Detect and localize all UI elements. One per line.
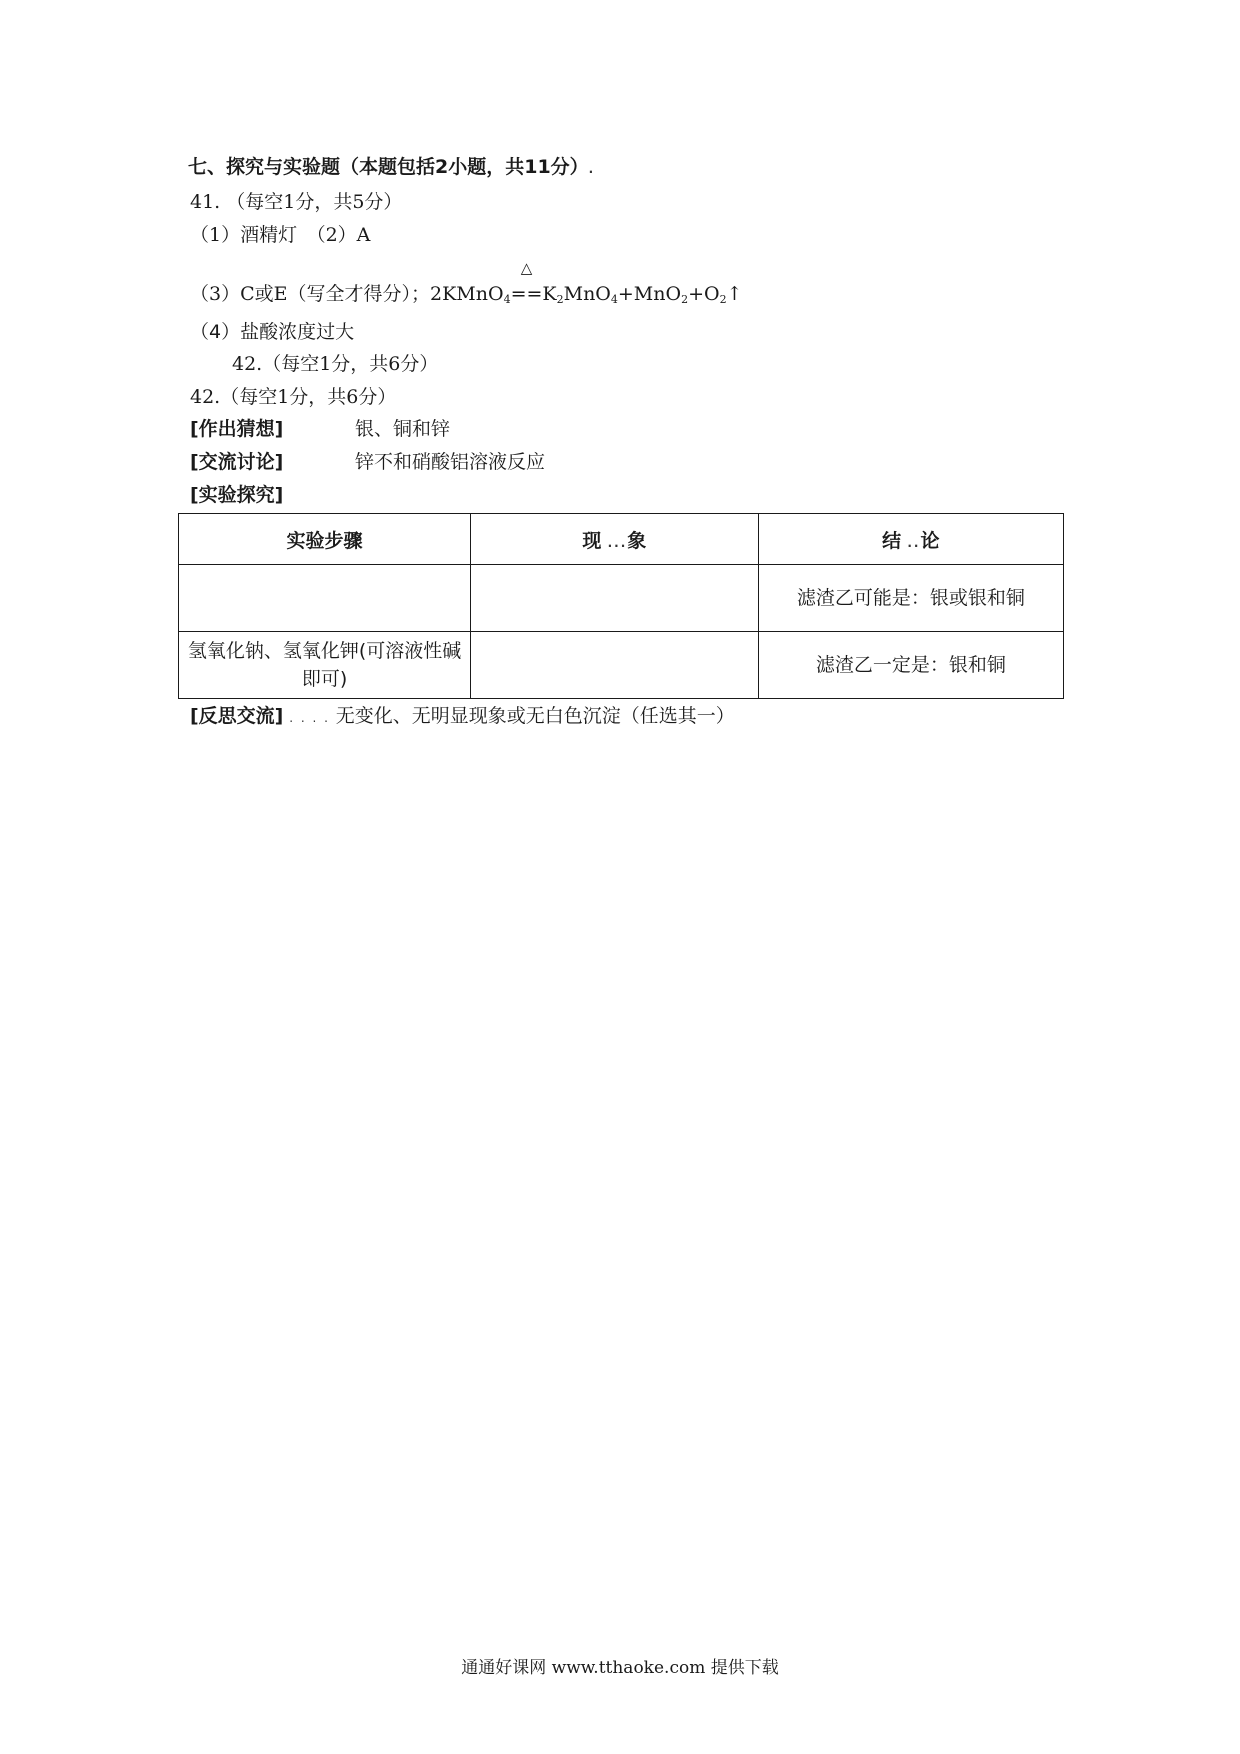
table-cell: 滤渣乙可能是：银或银和铜: [758, 565, 1063, 632]
explore-row: [190, 483, 355, 507]
heat-condition: △ ==: [510, 259, 543, 305]
discuss-text: 锌不和硝酸铝溶液反应: [355, 451, 546, 473]
q41-answer-4: （4）盐酸浓度过大: [190, 321, 355, 343]
q41-answer-1-2: （1）酒精灯 （2）A: [190, 224, 371, 246]
table-row: [179, 565, 1064, 632]
header-conclusion: 结 ..论: [758, 514, 1063, 565]
discuss-row: [190, 450, 545, 474]
gas-arrow: ↑: [726, 283, 743, 305]
explore-tag: [实验探究]: [190, 484, 284, 506]
discuss-tag: [交流讨论]: [190, 451, 284, 473]
page-footer: 通通好课网 www.tthaoke.com 提供下载: [461, 1658, 779, 1678]
header-phenomenon: 现 ...象: [471, 514, 759, 565]
section-title: 七、探究与实验题（本题包括2小题，共11分）.: [188, 156, 596, 178]
reflect-row: [反思交流] . . . . 无变化、无明显现象或无白色沉淀（任选其一）: [190, 705, 735, 727]
table-cell: 氢氧化钠、氢氧化钾(可溶液性碱即可): [179, 632, 471, 699]
experiment-table: [178, 513, 1064, 699]
q42-header-indented: 42.（每空1分，共6分）: [232, 353, 439, 375]
table-header-row: [179, 514, 1064, 565]
chemical-equation: 2KMnO$_4$ △ $==K_2MnO_4+MnO_2+O_2↑$: [430, 259, 743, 306]
reflect-text: 无变化、无明显现象或无白色沉淀（任选其一）: [335, 705, 735, 727]
table-cell: [471, 632, 759, 699]
table-cell: [179, 565, 471, 632]
table-cell: 滤渣乙一定是：银和铜: [758, 632, 1063, 699]
q42-header: 42.（每空1分，共6分）: [190, 386, 397, 408]
q41-answer-3-prefix: （3）C或E（写全才得分）；: [190, 283, 430, 305]
reflect-tag: [反思交流]: [190, 705, 284, 727]
q41-header: 41. （每空1分，共5分）: [190, 191, 403, 213]
guess-text: 银、铜和锌: [355, 418, 451, 440]
q41-answer-3: [190, 259, 743, 312]
header-steps: 实验步骤: [179, 514, 471, 565]
table-cell: [471, 565, 759, 632]
guess-row: [190, 417, 450, 441]
guess-tag: [作出猜想]: [190, 418, 284, 440]
table-row: [179, 632, 1064, 699]
